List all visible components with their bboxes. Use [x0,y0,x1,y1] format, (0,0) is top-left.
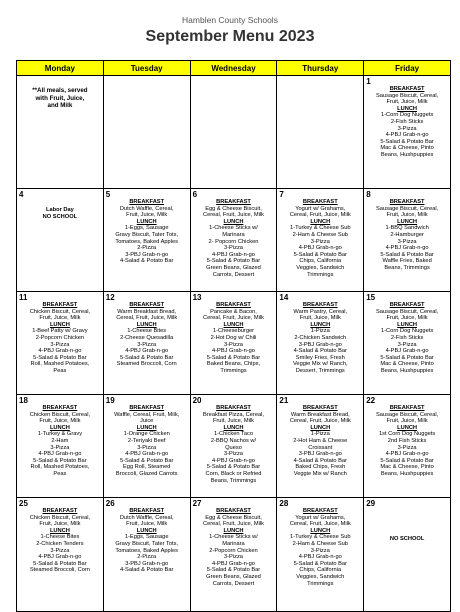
breakfast-heading: BREAKFAST [129,199,165,205]
menu-line: 3-Pizza [137,341,157,348]
school-name: Hamblen County Schools [182,15,278,25]
menu-items [19,405,101,478]
lunch-heading: LUNCH [49,321,70,328]
menu-line: Fruit, Juice, Milk [386,418,428,425]
lunch-heading: LUNCH [223,424,244,431]
menu-line: 5-Salad & Potato Bar [33,560,87,567]
day-number: 26 [105,499,115,508]
menu-items [19,508,101,574]
menu-line: Fruit, Juice, Milk [39,418,81,425]
menu-line: Beans, Trimmings [384,264,430,271]
lunch-heading: LUNCH [397,218,418,225]
lunch-heading: LUNCH [136,424,157,431]
day-cell [364,292,451,395]
menu-line: 4-PBJ Grab-n-go [385,348,429,355]
menu-line: Cereal, Fruit, Juice, Milk [202,315,264,322]
menu-line: 3-PBJ Grab-n-go [125,560,169,567]
menu-line: Roll, Mashed Potatoes, [30,464,90,471]
day-cell [190,395,277,498]
menu-items [19,199,101,220]
menu-line: Warm Breakfast Bread, [290,411,350,418]
day-cell [103,395,190,498]
menu-line: 4-PBJ Grab-n-go [211,348,255,355]
menu-line: Corn, Black or Refried [205,470,262,477]
week-row [17,395,451,498]
day-number: 13 [192,293,202,302]
lunch-heading: LUNCH [310,321,331,328]
menu-line: Sausage Biscuit, Cereal, [375,92,439,99]
menu-line: 3-Pizza [397,444,417,451]
day-number: 20 [192,396,202,405]
menu-line: 1-Turkey & Gravy [37,431,83,438]
menu-line: 1-Cheeseburger [212,328,255,335]
menu-line: Chicken Biscuit, Cereal, [29,308,91,315]
menu-line: 4-Salad & Potato Bar [293,348,347,355]
menu-line: Baked Beans, Chips, [206,361,261,368]
day-cell [277,498,364,612]
menu-line: 3-Pizza [50,547,70,554]
week-row [17,189,451,292]
menu-items [106,199,188,265]
lunch-heading: LUNCH [136,527,157,534]
day-cell [103,292,190,395]
menu-line: 1-Chicken Taco [213,431,254,438]
menu-line: Broccoli, Glazed Carrots [115,470,178,477]
menu-line: 2-Chicken Sandwich [294,334,347,341]
menu-line: Cereal, Fruit, Juice, Milk [289,521,351,528]
menu-items [366,199,448,272]
menu-items [19,302,101,375]
day-number: 1 [366,77,371,86]
menu-line: Fruit, Juice, Milk [126,521,168,528]
weekday-header-tuesday: Tuesday [103,61,190,76]
menu-calendar [16,60,451,612]
menu-line: Fruit, Juice, Milk [39,521,81,528]
menu-line: 2-Fish Sticks [390,334,424,341]
menu-line: 5-Salad & Potato Bar [206,464,261,471]
menu-line: Trimmings [307,580,334,587]
menu-line: Beans, Trimmings [210,477,257,484]
menu-line: 5-Salad & Potato Bar [206,567,261,574]
menu-line: 1-Cheese Sticks w/ [209,534,258,541]
menu-line: 2-BBQ Nachos w/ [210,437,257,444]
menu-line: 3-PBJ Grab-n-go [298,451,342,458]
menu-line: 2-Cheese Quesadilla [120,334,174,341]
day-number: 19 [105,396,115,405]
menu-line: Veggies, Sandwich [296,573,345,580]
menu-items [366,508,448,543]
menu-line: 5-Salad & Potato Bar [380,251,434,258]
menu-line: Baked Chips, Fresh [295,464,346,471]
menu-line: Sausage Biscuit, Cereal, [375,411,439,418]
menu-line: Fruit, Juice, Milk [212,418,255,425]
day-cell [190,498,277,612]
meal-note [19,77,101,110]
lunch-heading: LUNCH [223,321,244,328]
menu-line: Mac & Cheese, Pinto [380,361,434,368]
menu-line: 1-Corn Dog Nuggets [381,112,434,119]
menu-line: 1-Cheese Bites [127,328,167,335]
menu-line: 3-PBJ Grab-n-go [298,341,342,348]
menu-line: 3-Pizza [397,125,417,132]
menu-line: Croissant [308,444,333,451]
breakfast-heading: BREAKFAST [389,405,425,411]
menu-line: Juice [140,418,154,425]
menu-line: Fruit, Juice, Milk [39,315,81,322]
breakfast-heading: BREAKFAST [216,302,251,308]
menu-line: Cereal, Fruit, Juice, Milk [202,212,264,219]
menu-line: 1-Eggs, Sausage [124,534,169,541]
menu-line: 2-Hot Dog w/ Chili [210,334,257,341]
menu-line: Steamed Broccoli, Corn [29,567,90,574]
menu-line: 3-Pizza [224,554,243,561]
menu-items [279,199,361,278]
menu-line: Steamed Broccoli, Corn [116,361,177,368]
page-title: September Menu 2023 [145,28,315,45]
menu-line: 4-PBJ Grab-n-go [38,451,82,458]
menu-line: Warm Breakfast Bread, [117,308,177,315]
menu-line: 3-Pizza [224,341,243,348]
lunch-heading: LUNCH [136,321,157,328]
menu-line: 1-Cheese Sticks w/ [209,225,258,232]
day-cell [17,76,104,189]
day-cell [17,395,104,498]
menu-line: Smiley Fries, Fresh [295,354,345,361]
menu-line: Queso [225,444,242,451]
meal-note-line: with Fruit, Juice, [35,94,85,102]
day-number: 29 [366,499,376,508]
lunch-heading: LUNCH [397,321,418,328]
menu-line: 2-Ham [51,437,69,444]
menu-line: Waffle, Cereal, Fruit, Milk, [114,411,180,418]
day-number: 12 [105,293,115,302]
menu-line: 1-Cheese Bites [40,534,80,541]
menu-items [366,86,448,159]
menu-line: 1-Beef Patty w/ Gravy [32,328,88,335]
lunch-heading: LUNCH [397,105,418,112]
day-cell [364,498,451,612]
menu-line: Fruit, Juice, Milk [386,99,428,106]
day-number: 25 [19,499,28,508]
day-cell [364,76,451,189]
menu-line: 2- Popcorn Chicken [208,238,259,245]
weekday-header-row [17,61,451,76]
lunch-heading: LUNCH [310,527,331,534]
menu-line: Sausage Biscuit, Cereal, [375,205,439,212]
menu-line: 5-Salad & Potato Bar [380,354,434,361]
menu-line: Chicken Biscuit, Cereal, [29,514,91,521]
menu-line: 4-PBJ Grab-n-go [298,245,342,252]
day-number: 15 [366,293,376,302]
menu-line: 5-Salad & Potato Bar [33,354,87,361]
menu-line: Labor Day [45,207,74,213]
breakfast-heading: BREAKFAST [42,508,78,514]
day-number: 21 [279,396,289,405]
menu-line: 2-Ham & Cheese Sub [292,540,348,547]
menu-line: 4-PBJ Grab-n-go [385,132,429,139]
day-cell [17,498,104,612]
menu-line: 1-Pizza [310,328,330,335]
menu-line: Gravy Biscuit, Tater Tots, [115,540,179,547]
menu-line: 2-Teriyaki Beef [127,437,166,444]
menu-line: 5-Salad & Potato Bar [119,354,174,361]
menu-items [106,302,188,368]
meal-note-line: and Milk [47,102,73,109]
menu-line: Cereal, Fruit, Juice, Milk [289,212,351,219]
day-cell [17,189,104,292]
day-cell [277,189,364,292]
weekday-header-thursday: Thursday [277,61,364,76]
menu-line: Veggie Mix w/ Ranch [293,470,347,477]
menu-line: 4-PBJ Grab-n-go [298,554,342,561]
menu-line: Roll, Mashed Potatoes, [30,361,90,368]
menu-line: Veggies, Sandwich [296,264,345,271]
menu-line: 2-Chicken Tenders [36,540,84,547]
menu-line: 1st Corn Dog Nuggets [378,431,436,438]
day-cell [364,395,451,498]
menu-line: 3-Pizza [310,238,330,245]
menu-line: Chicken Biscuit, Cereal, [29,411,91,418]
menu-items [279,302,361,375]
week-row [17,498,451,612]
menu-line: NO SCHOOL [389,536,425,542]
menu-line: Fruit, Juice, Milk [126,212,168,219]
menu-line: Green Beans, Glazed [206,264,261,271]
breakfast-heading: BREAKFAST [129,405,165,411]
menu-line: 4-PBJ Grab-n-go [211,457,255,464]
breakfast-heading: BREAKFAST [42,302,78,308]
menu-items [193,405,275,484]
menu-line: 2-Pizza [137,245,157,252]
menu-line: 4-PBJ Grab-n-go [385,451,429,458]
menu-line: Marinara [222,540,245,547]
menu-line: Cereal, Fruit, Juice, Milk [116,315,178,322]
menu-line: 2-Pizza [137,554,157,561]
menu-line: 3-Pizza [397,238,417,245]
menu-line: Waffle Fries, Baked [382,258,432,265]
menu-line: Beans, Hushpuppies [380,151,434,158]
breakfast-heading: BREAKFAST [216,199,251,205]
day-number: 7 [279,190,284,199]
menu-line: Tomatoes, Baked Apples [115,238,178,245]
menu-line: Peas [53,470,67,477]
menu-line: Fruit, Juice, Milk [386,212,428,219]
menu-line: 4-Salad & Potato Bar [293,457,347,464]
breakfast-heading: BREAKFAST [302,405,338,411]
day-cell [103,498,190,612]
breakfast-heading: BREAKFAST [129,302,165,308]
menu-line: 4-PBJ Grab-n-go [125,348,169,355]
menu-line: 4-PBJ Grab-n-go [211,560,255,567]
day-number: 4 [19,190,24,199]
menu-items [193,508,275,587]
menu-line: 2-Ham & Cheese Sub [292,231,348,238]
day-cell [277,395,364,498]
menu-line: Warm Pastry, Cereal, [293,308,348,315]
menu-items [193,199,275,278]
menu-line: 4-PBJ Grab-n-go [385,245,429,252]
lunch-heading: LUNCH [310,424,331,431]
menu-line: 1-Turkey & Cheese Sub [290,225,351,232]
menu-line: Gravy Biscuit, Tater Tots, [115,231,179,238]
week-row [17,292,451,395]
menu-line: 1-Turkey & Cheese Sub [290,534,351,541]
meal-note-line: **All meals, served [32,87,88,94]
menu-line: 3-PBJ Grab-n-go [125,251,169,258]
lunch-heading: LUNCH [223,218,244,225]
breakfast-heading: BREAKFAST [302,508,338,514]
day-cell [103,189,190,292]
calendar-body [17,76,451,612]
menu-line: 2-Popcorn Chicken [209,547,258,554]
menu-items [106,508,188,574]
lunch-heading: LUNCH [136,218,157,225]
day-cell [277,76,364,189]
menu-line: Tomatoes, Baked Apples [115,547,178,554]
menu-line: 5-Salad & Potato Bar [293,560,347,567]
menu-line: Egg & Cheese Biscuit, [205,514,262,521]
menu-line: 4-PBJ Grab-n-go [38,348,82,355]
menu-line: 5-Salad & Potato Bar [293,251,347,258]
breakfast-heading: BREAKFAST [216,405,251,411]
breakfast-heading: BREAKFAST [389,86,425,92]
menu-line: 2nd Fish Sticks [387,437,427,444]
menu-line: 5-Salad & Potato Bar [206,354,261,361]
menu-line: Yogurt w/ Grahams, [295,205,346,212]
day-cell [190,76,277,189]
day-cell [190,189,277,292]
menu-line: 5-Salad & Potato Bar [33,457,87,464]
breakfast-heading: BREAKFAST [302,199,338,205]
day-cell [364,189,451,292]
menu-line: Veggie Mix w/ Ranch, [292,361,348,368]
menu-line: 5-Salad & Potato Bar [380,457,434,464]
menu-items [366,302,448,375]
menu-line: Fruit, Juice, Milk [299,315,341,322]
menu-line: 3-Pizza [50,444,70,451]
menu-line: 3-Pizza [224,245,243,252]
day-cell [103,76,190,189]
menu-line: Egg Roll, Steamed [122,464,171,471]
menu-line: 3-Pizza [137,444,157,451]
menu-items [279,508,361,587]
menu-line: Mac & Cheese, Pinto [380,145,434,152]
day-number: 14 [279,293,289,302]
weekday-header-wednesday: Wednesday [190,61,277,76]
menu-line: 2-Fish Sticks [390,118,424,125]
menu-line: Cereal, Fruit, Juice, Milk [202,521,264,528]
menu-line: Chips, California [299,567,342,574]
menu-items [279,405,361,478]
lunch-heading: LUNCH [223,527,244,534]
menu-line: 3-Pizza [224,451,243,458]
menu-line: 5-Salad & Potato Bar [206,258,261,265]
menu-line: 4-PBJ Grab-n-go [38,554,82,561]
menu-line: 5-Salad & Potato Bar [380,138,434,145]
breakfast-heading: BREAKFAST [389,302,425,308]
menu-line: 1-BBQ Sandwich [385,225,429,232]
menu-line: Yogurt w/ Grahams, [295,514,346,521]
menu-line: Carrots, Dessert [212,580,255,587]
menu-line: 1-Eggs, Sausage [124,225,169,232]
lunch-heading: LUNCH [49,424,70,431]
menu-line: Marinara [222,231,245,238]
menu-line: Breakfast Pizza, Cereal, [202,411,264,418]
menu-line: Dutch Waffle, Cereal, [119,205,174,212]
breakfast-heading: BREAKFAST [389,199,425,205]
menu-line: 5-Salad & Potato Bar [119,457,174,464]
menu-line: 2-Popcorn Chicken [35,334,85,341]
breakfast-heading: BREAKFAST [216,508,251,514]
menu-line: Chips, California [299,258,342,265]
day-number: 6 [192,190,198,199]
menu-line: Peas [53,367,67,374]
lunch-heading: LUNCH [49,527,70,534]
day-number: 27 [192,499,202,508]
menu-line: Cereal, Fruit, Juice, Milk [289,418,351,425]
menu-line: 3-Pizza [50,341,70,348]
lunch-heading: LUNCH [397,424,418,431]
day-number: 5 [105,190,111,199]
menu-line: Sausage Biscuit, Cereal, [375,308,439,315]
day-number: 22 [366,396,376,405]
menu-line: 4-PBJ Grab-n-go [211,251,255,258]
breakfast-heading: BREAKFAST [129,508,165,514]
menu-line: Carrots, Dessert [212,271,255,278]
menu-line: Trimmings [220,367,247,374]
menu-line: Fruit, Juice, Milk [386,315,428,322]
menu-line: 4-PBJ Grab-n-go [125,451,169,458]
day-cell [277,292,364,395]
menu-line: Dutch Waffle, Cereal, [119,514,174,521]
menu-items [193,302,275,375]
menu-line: Pancake & Bacon, [210,308,257,315]
day-cell [190,292,277,395]
breakfast-heading: BREAKFAST [42,405,78,411]
menu-items [106,405,188,478]
menu-line: Egg & Cheese Biscuit, [205,205,262,212]
day-number: 11 [19,293,28,302]
menu-line: 2-Hamburger [390,231,424,238]
lunch-heading: LUNCH [310,218,331,225]
menu-line: 3-Pizza [310,547,330,554]
week-row [17,76,451,189]
day-number: 28 [279,499,289,508]
menu-line: Green Beans, Glazed [206,573,261,580]
breakfast-heading: BREAKFAST [302,302,338,308]
day-number: 8 [366,190,371,199]
menu-line: 2-Hot Ham & Cheese [293,437,348,444]
menu-line: 1-Corn Dog Nuggets [381,328,434,335]
menu-line: Beans, Hushpuppies [380,367,434,374]
menu-line: Dessert, Trimmings [295,367,345,374]
menu-line: 4-Salad & Potato Bar [119,567,174,574]
menu-line: 3-Pizza [397,341,417,348]
menu-line: Mac & Cheese, Pinto [380,464,434,471]
menu-items [366,405,448,478]
menu-line: Beans, Hushpuppies [380,470,434,477]
menu-line: NO SCHOOL [42,213,78,220]
menu-line: 1-Pizza [310,431,330,438]
weekday-header-friday: Friday [364,61,451,76]
weekday-header-monday: Monday [17,61,104,76]
menu-line: Trimmings [307,271,334,278]
day-number: 18 [19,396,28,405]
day-cell [17,292,104,395]
menu-line: 4-Salad & Potato Bar [119,258,174,265]
menu-line: 1-Orange Chicken [123,431,170,438]
